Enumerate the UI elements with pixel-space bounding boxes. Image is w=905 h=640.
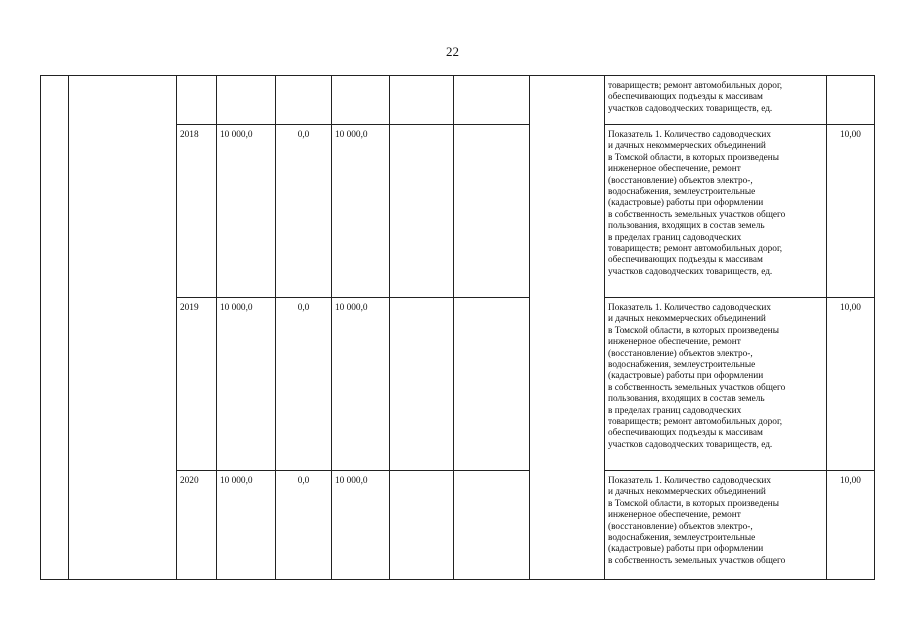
- budget-table: [40, 75, 875, 580]
- description-line: водоснабжения, землеустроительные: [608, 533, 756, 544]
- cell-year: 2018: [177, 125, 217, 298]
- cell-year: 2019: [177, 298, 217, 471]
- description-line: товариществ; ремонт автомобильных дорог,: [608, 244, 783, 255]
- cell-indicator-value: 10,00: [827, 125, 875, 298]
- description-line: товариществ; ремонт автомобильных дорог,: [608, 417, 783, 428]
- cell-year: [177, 76, 217, 125]
- description-line: участков садоводческих товариществ, ед.: [608, 103, 773, 114]
- cell-regional: 10 000,0: [332, 471, 390, 580]
- cell-regional: [332, 76, 390, 125]
- cell-indicator-value: [827, 76, 875, 125]
- description-line: водоснабжения, землеустроительные: [608, 360, 756, 371]
- cell-other: [454, 471, 530, 580]
- cell-total: 10 000,0: [217, 125, 276, 298]
- description-line: в Томской области, в которых произведены: [608, 498, 779, 509]
- cell-total: 10 000,0: [217, 298, 276, 471]
- cell-other: [454, 298, 530, 471]
- description-line: обеспечивающих подъезды к массивам: [608, 428, 763, 439]
- cell-other: [454, 76, 530, 125]
- cell-name: [69, 76, 177, 580]
- cell-year: 2020: [177, 471, 217, 580]
- cell-index: [41, 76, 69, 580]
- description-line: (кадастровые) работы при оформлении: [608, 544, 764, 555]
- description-line: в собственность земельных участков общего: [608, 555, 786, 566]
- cell-total: [217, 76, 276, 125]
- table-row-continuation: [41, 76, 875, 125]
- cell-federal: [276, 76, 332, 125]
- cell-indicator-description: [605, 471, 827, 580]
- description-line: в пределах границ садоводческих: [608, 405, 742, 416]
- description-line: (кадастровые) работы при оформлении: [608, 198, 764, 209]
- description-line: и дачных некоммерческих объединений: [608, 314, 766, 325]
- description-line: (восстановление) объектов электро-,: [608, 348, 753, 359]
- cell-federal: 0,0: [276, 125, 332, 298]
- description-line: участков садоводческих товариществ, ед.: [608, 266, 773, 277]
- description-line: инженерное обеспечение, ремонт: [608, 510, 741, 521]
- description-line: водоснабжения, землеустроительные: [608, 187, 756, 198]
- description-line: (восстановление) объектов электро-,: [608, 175, 753, 186]
- cell-other: [454, 125, 530, 298]
- description-line: пользования, входящих в состав земель: [608, 394, 765, 405]
- cell-indicator-description: [605, 76, 827, 125]
- description-line: пользования, входящих в состав земель: [608, 221, 765, 232]
- description-line: в пределах границ садоводческих: [608, 232, 742, 243]
- description-line: в собственность земельных участков общего: [608, 209, 786, 220]
- cell-indicator-description: [605, 298, 827, 471]
- cell-local: [390, 471, 454, 580]
- description-line: (восстановление) объектов электро-,: [608, 521, 753, 532]
- cell-indicator-value: 10,00: [827, 298, 875, 471]
- description-line: и дачных некоммерческих объединений: [608, 141, 766, 152]
- cell-indicator-value: 10,00: [827, 471, 875, 580]
- description-line: товариществ; ремонт автомобильных дорог,: [608, 81, 783, 91]
- description-line: инженерное обеспечение, ремонт: [608, 164, 741, 175]
- description-line: в собственность земельных участков общего: [608, 382, 786, 393]
- description-line: инженерное обеспечение, ремонт: [608, 337, 741, 348]
- description-line: Показатель 1. Количество садоводческих: [608, 130, 771, 140]
- description-line: обеспечивающих подъезды к массивам: [608, 92, 763, 103]
- description-line: обеспечивающих подъезды к массивам: [608, 255, 763, 266]
- cell-federal: 0,0: [276, 298, 332, 471]
- cell-regional: 10 000,0: [332, 125, 390, 298]
- cell-indicator-description: [605, 125, 827, 298]
- cell-federal: 0,0: [276, 471, 332, 580]
- description-line: участков садоводческих товариществ, ед.: [608, 439, 773, 450]
- description-line: Показатель 1. Количество садоводческих: [608, 476, 771, 486]
- cell-total: 10 000,0: [217, 471, 276, 580]
- cell-executor: [530, 76, 605, 580]
- cell-regional: 10 000,0: [332, 298, 390, 471]
- description-line: и дачных некоммерческих объединений: [608, 487, 766, 498]
- description-line: Показатель 1. Количество садоводческих: [608, 303, 771, 313]
- cell-local: [390, 76, 454, 125]
- description-line: в Томской области, в которых произведены: [608, 152, 779, 163]
- description-line: в Томской области, в которых произведены: [608, 325, 779, 336]
- page-number: 22: [446, 44, 459, 59]
- cell-local: [390, 125, 454, 298]
- description-line: (кадастровые) работы при оформлении: [608, 371, 764, 382]
- cell-local: [390, 298, 454, 471]
